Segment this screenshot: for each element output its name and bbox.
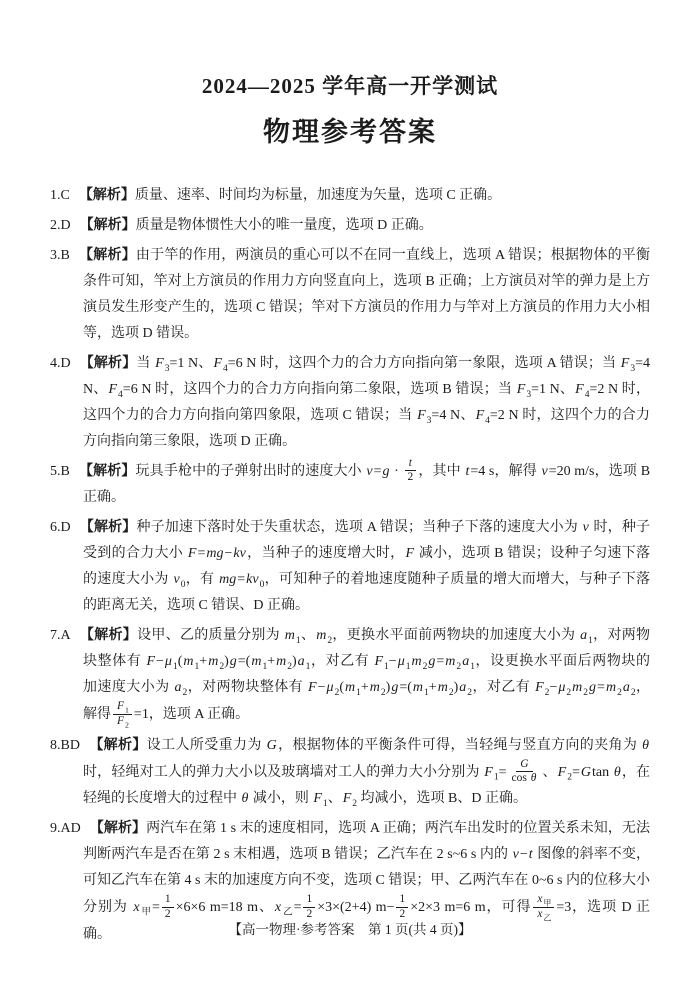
math-variable: F bbox=[342, 791, 352, 807]
math-subscript: 甲 bbox=[140, 908, 152, 919]
math-subscript: 甲 bbox=[543, 898, 552, 908]
math-subscript: 1 bbox=[125, 705, 129, 715]
math-variable: μ bbox=[164, 654, 172, 670]
answer-item: 4.D 【解析】当 $F_3=1$ N、$F_4=6$ N 时，这四个力的合力方向指向第一象限，选项 A 错误；当 $F_3=4$ N、$F_4=6$ N 时，这四个力的合力方向指向第二象限，选项 B 错误；当 $F_3=1$ N、$F_4=2$ N 时，这四个力的合力方向指向第四象限，选项 C 错误；当 $F_3=4$ N、$F_4=2$ N 时，这四个力的合力方向指向第三象限，选项 D 正确。 bbox=[50, 354, 651, 449]
math-variable: F bbox=[146, 654, 156, 670]
math-variable: v bbox=[173, 572, 180, 588]
math-subscript: 2 bbox=[219, 662, 225, 673]
math-variable: g bbox=[382, 464, 390, 479]
math-variable: kv bbox=[246, 572, 259, 588]
math-fraction: $\frac{t}{2}$ bbox=[405, 457, 417, 484]
math-variable: G bbox=[520, 757, 529, 770]
math-subscript: 0 bbox=[259, 580, 265, 591]
math-subscript: 2 bbox=[380, 688, 386, 699]
analysis-label: 【解析】 bbox=[79, 518, 137, 535]
math-variable: μ bbox=[326, 680, 334, 696]
answer-item: 2.D 【解析】质量是物体惯性大小的唯一量度，选项 D 正确。 bbox=[50, 216, 433, 233]
math-subscript: 4 bbox=[223, 363, 228, 374]
math-fraction: $\frac{1}{2}$ bbox=[162, 893, 174, 920]
math-variable: m bbox=[251, 654, 262, 670]
math-variable: F bbox=[484, 764, 493, 780]
math-subscript: 1 bbox=[493, 772, 499, 783]
math-variable: kv bbox=[233, 546, 246, 562]
math-variable: g bbox=[589, 680, 597, 696]
math-subscript: 2 bbox=[327, 636, 333, 647]
math-subscript: 1 bbox=[424, 688, 429, 699]
math-subscript: 2 bbox=[125, 719, 129, 729]
math-subscript: 3 bbox=[426, 415, 432, 426]
answer-item: 3.B 【解析】由于竿的作用，两演员的重心可以不在同一直线上，选项 A 错误；根据物体的平衡条件可知，竿对上方演员的作用力方向竖直向上，选项 B 正确；上方演员对竿的弹力是上方演员发生形变产生的，选项 C 错误；竿对下方演员的作用力与竿对上方演员的作用力大小相等，选项 D 错误。 bbox=[50, 246, 650, 341]
page-footer: 【高一物理·参考答案 第 1 页(共 4 页)】 bbox=[228, 922, 472, 937]
math-fraction: $\frac{1}{2}$ bbox=[396, 893, 408, 920]
math-subscript: 2 bbox=[566, 688, 572, 699]
math-variable: v bbox=[512, 847, 519, 863]
math-subscript: 1 bbox=[262, 662, 268, 673]
math-subscript: 2 bbox=[448, 688, 454, 699]
answer-item: 5.B 【解析】玩具手枪中的子弹射出时的速度大小 v=g · $\frac{t}{2}$ ，其中 t=4 s，解得 v=20 m/s，选项 B 正确。 bbox=[50, 457, 651, 506]
math-variable: F bbox=[117, 700, 125, 713]
math-subscript: 2 bbox=[352, 799, 358, 810]
math-variable: v bbox=[582, 520, 589, 536]
math-fraction: $\frac{1}{2}$ bbox=[303, 893, 315, 920]
answer-number: 5.B bbox=[50, 464, 70, 479]
answer-item: 7.A 【解析】设甲、乙的质量分别为 $m_1$、$m_2$，更换水平面前两物块的加速度大小为 $a_1$，对两物块整体有 $F-\mu_1(m_1+m_2)g=(m_1+m_2)a_1$，对乙有 $F_1-\mu_1m_2g=m_2a_1$，设更换水平面后两物块的加速度大小为 $a_2$，对两物块整体有 $F-\mu_2(m_1+m_2)g=(m_1+m_2)a_2$，对乙有 $F_2-\mu_2m_2g=m_2a_2$，解得 $\frac{F_1}{F_2}$ =1，选项 A 正确。 bbox=[50, 626, 651, 729]
math-variable: m bbox=[183, 654, 194, 670]
analysis-label: 【解析】 bbox=[79, 626, 138, 643]
math-fraction: $\frac{G}{\text{cos θ}}$ bbox=[511, 757, 537, 785]
math-variable: F bbox=[155, 356, 164, 371]
math-subscript: 1 bbox=[172, 662, 178, 673]
math-variable: x bbox=[537, 907, 543, 920]
math-variable: m bbox=[605, 680, 617, 696]
math-variable: F bbox=[213, 356, 222, 371]
math-subscript: 1 bbox=[322, 799, 328, 810]
math-subscript: 2 bbox=[617, 688, 622, 699]
answer-item: 9.AD 【解析】两汽车在第 1 s 末的速度相同，选项 A 正确；两汽车出发时的位置关系未知，无法判断两汽车是否在第 2 s 末相遇，选项 B 错误；乙汽车在 2 s~6 s 内的 v−t 图像的斜率不变，可知乙汽车在第 4 s 末的加速度方向不变，选项 C 错误；甲、乙两汽车在 0~6 s 内的位移大小分别为 $x_甲=$ $\frac{1}{2}$ ×6×6 m=18 m、$x_乙=$ $\frac{1}{2}$ ×3×(2+4) m− $\frac{1}{2}$ ×2×3 m=6 m，可得 $\frac{x_甲}{x_乙}$ =3，选项 D 正确。 bbox=[50, 819, 651, 942]
math-variable: m bbox=[276, 654, 287, 670]
math-variable: m bbox=[445, 654, 456, 670]
math-subscript: 1 bbox=[588, 636, 593, 647]
math-variable: mg bbox=[206, 546, 224, 562]
math-variable: F bbox=[417, 408, 426, 423]
math-variable: G bbox=[266, 737, 277, 753]
math-variable: m bbox=[412, 680, 424, 696]
math-subscript: 1 bbox=[405, 662, 411, 673]
math-subscript: 0 bbox=[180, 580, 186, 591]
math-subscript: 2 bbox=[630, 688, 636, 699]
math-variable: F bbox=[117, 714, 125, 727]
analysis-label: 【解析】 bbox=[78, 186, 135, 202]
answer-number: 1.C bbox=[50, 188, 70, 203]
math-subscript: 乙 bbox=[543, 912, 552, 922]
analysis-label: 【解析】 bbox=[88, 735, 147, 752]
math-variable: x bbox=[274, 900, 282, 916]
math-variable: m bbox=[437, 680, 448, 696]
analysis-label: 【解析】 bbox=[79, 216, 136, 232]
math-variable: a bbox=[174, 680, 182, 696]
math-variable: G bbox=[580, 764, 592, 780]
math-subscript: 1 bbox=[305, 662, 311, 673]
math-subscript: 4 bbox=[584, 389, 590, 400]
math-subscript: 4 bbox=[485, 415, 490, 426]
math-fraction bbox=[113, 700, 132, 727]
answer-item: 8.BD 【解析】设工人所受重力为 G，根据物体的平衡条件可得，当轻绳与竖直方向的夹角为 θ 时，轻绳对工人的弹力大小以及玻璃墙对工人的弹力大小分别为 $F_1=$ $\frac{G}{\text{cos θ}}$ 、$F_2=Gtan$ θ，在轻绳的长度增大的过程中 θ 减小，则 $F_1$、$F_2$ 均减小，选项 B、D 正确。 bbox=[50, 735, 651, 810]
math-variable: g bbox=[391, 680, 399, 696]
answer-number: 7.A bbox=[50, 628, 71, 644]
analysis-label: 【解析】 bbox=[89, 819, 147, 836]
math-subscript: 3 bbox=[164, 363, 170, 374]
math-variable: x bbox=[133, 900, 140, 916]
math-variable: m bbox=[284, 628, 295, 644]
math-variable: F bbox=[313, 791, 322, 807]
doc-title-line2: 物理参考答案 bbox=[263, 117, 437, 147]
answer-number: 8.BD bbox=[50, 737, 80, 753]
analysis-label: 【解析】 bbox=[78, 246, 136, 262]
math-subscript: 1 bbox=[356, 688, 361, 699]
math-subscript: 2 bbox=[567, 772, 572, 783]
math-variable: m bbox=[316, 628, 327, 644]
analysis-label: 【解析】 bbox=[78, 462, 136, 478]
math-subscript: 2 bbox=[422, 662, 428, 673]
math-variable: μ bbox=[558, 680, 566, 696]
math-subscript: 2 bbox=[287, 662, 292, 673]
math-variable: F bbox=[620, 356, 630, 371]
math-variable: F bbox=[557, 764, 567, 780]
math-variable: F bbox=[405, 546, 415, 562]
math-variable: m bbox=[208, 654, 219, 670]
math-variable: a bbox=[297, 654, 305, 670]
math-variable: F bbox=[516, 382, 526, 397]
math-variable: F bbox=[308, 680, 317, 696]
math-variable: F bbox=[535, 680, 544, 696]
answer-item: 6.D 【解析】种子加速下落时处于失重状态，选项 A 错误；当种子下落的速度大小为 v 时，种子受到的合力大小 F=mg−kv，当种子的速度增大时，F 减小，选项 B 错误；设种子匀速下落的速度大小为 $v_0$，有 $mg=kv_0$，可知种子的着地速度随种子质量的增大而增大，与种子下落的距离无关，选项 C 错误、D 正确。 bbox=[50, 518, 651, 614]
math-subscript: 2 bbox=[182, 688, 188, 699]
math-variable: g bbox=[428, 654, 436, 670]
math-subscript: 3 bbox=[526, 389, 532, 400]
math-variable: θ bbox=[642, 737, 650, 753]
math-variable: mg bbox=[219, 572, 237, 588]
math-subscript: 2 bbox=[583, 688, 589, 699]
math-subscript: 4 bbox=[118, 389, 123, 400]
math-variable: t bbox=[465, 464, 470, 479]
math-variable: m bbox=[572, 680, 583, 696]
math-variable: x bbox=[537, 893, 543, 906]
answer-number: 3.B bbox=[50, 248, 70, 263]
math-variable: F bbox=[475, 408, 485, 423]
math-variable: m bbox=[344, 680, 356, 696]
math-variable: F bbox=[108, 382, 118, 397]
answer-number: 6.D bbox=[50, 520, 71, 536]
math-subscript: 1 bbox=[194, 662, 200, 673]
math-variable: g bbox=[229, 654, 237, 670]
math-variable: μ bbox=[397, 654, 405, 670]
math-variable: F bbox=[575, 382, 584, 397]
math-variable: t bbox=[528, 847, 533, 863]
math-variable: F bbox=[374, 654, 384, 670]
math-subscript: 1 bbox=[384, 662, 389, 673]
math-fraction bbox=[533, 893, 554, 920]
answer-item: 1.C 【解析】质量、速率、时间均为标量，加速度为矢量，选项 C 正确。 bbox=[50, 186, 502, 203]
math-subscript: 3 bbox=[630, 363, 636, 374]
math-variable: θ bbox=[530, 772, 537, 785]
math-variable: v bbox=[541, 464, 548, 479]
math-variable: m bbox=[369, 680, 380, 696]
math-variable: a bbox=[462, 654, 470, 670]
answer-list bbox=[50, 181, 650, 948]
math-variable: a bbox=[622, 680, 630, 696]
doc-title-line1: 2024—2025 学年高一开学测试 bbox=[201, 74, 499, 98]
math-subscript: 2 bbox=[467, 688, 473, 699]
answer-number: 2.D bbox=[50, 218, 71, 233]
analysis-label: 【解析】 bbox=[79, 354, 137, 370]
math-variable: t bbox=[408, 457, 412, 470]
answer-number: 9.AD bbox=[50, 821, 81, 837]
math-subscript: 1 bbox=[295, 636, 301, 647]
answer-number: 4.D bbox=[50, 356, 71, 371]
math-subscript: 2 bbox=[544, 688, 550, 699]
math-subscript: 1 bbox=[470, 662, 475, 673]
math-variable: θ bbox=[241, 791, 249, 807]
math-variable: a bbox=[580, 628, 588, 644]
math-variable: m bbox=[411, 654, 422, 670]
math-variable: θ bbox=[613, 764, 621, 780]
math-variable: v bbox=[366, 464, 373, 479]
math-subscript: 2 bbox=[456, 662, 462, 673]
math-variable: a bbox=[459, 680, 467, 696]
math-subscript: 2 bbox=[334, 688, 340, 699]
math-subscript: 乙 bbox=[282, 908, 294, 919]
math-variable: F bbox=[187, 546, 197, 562]
